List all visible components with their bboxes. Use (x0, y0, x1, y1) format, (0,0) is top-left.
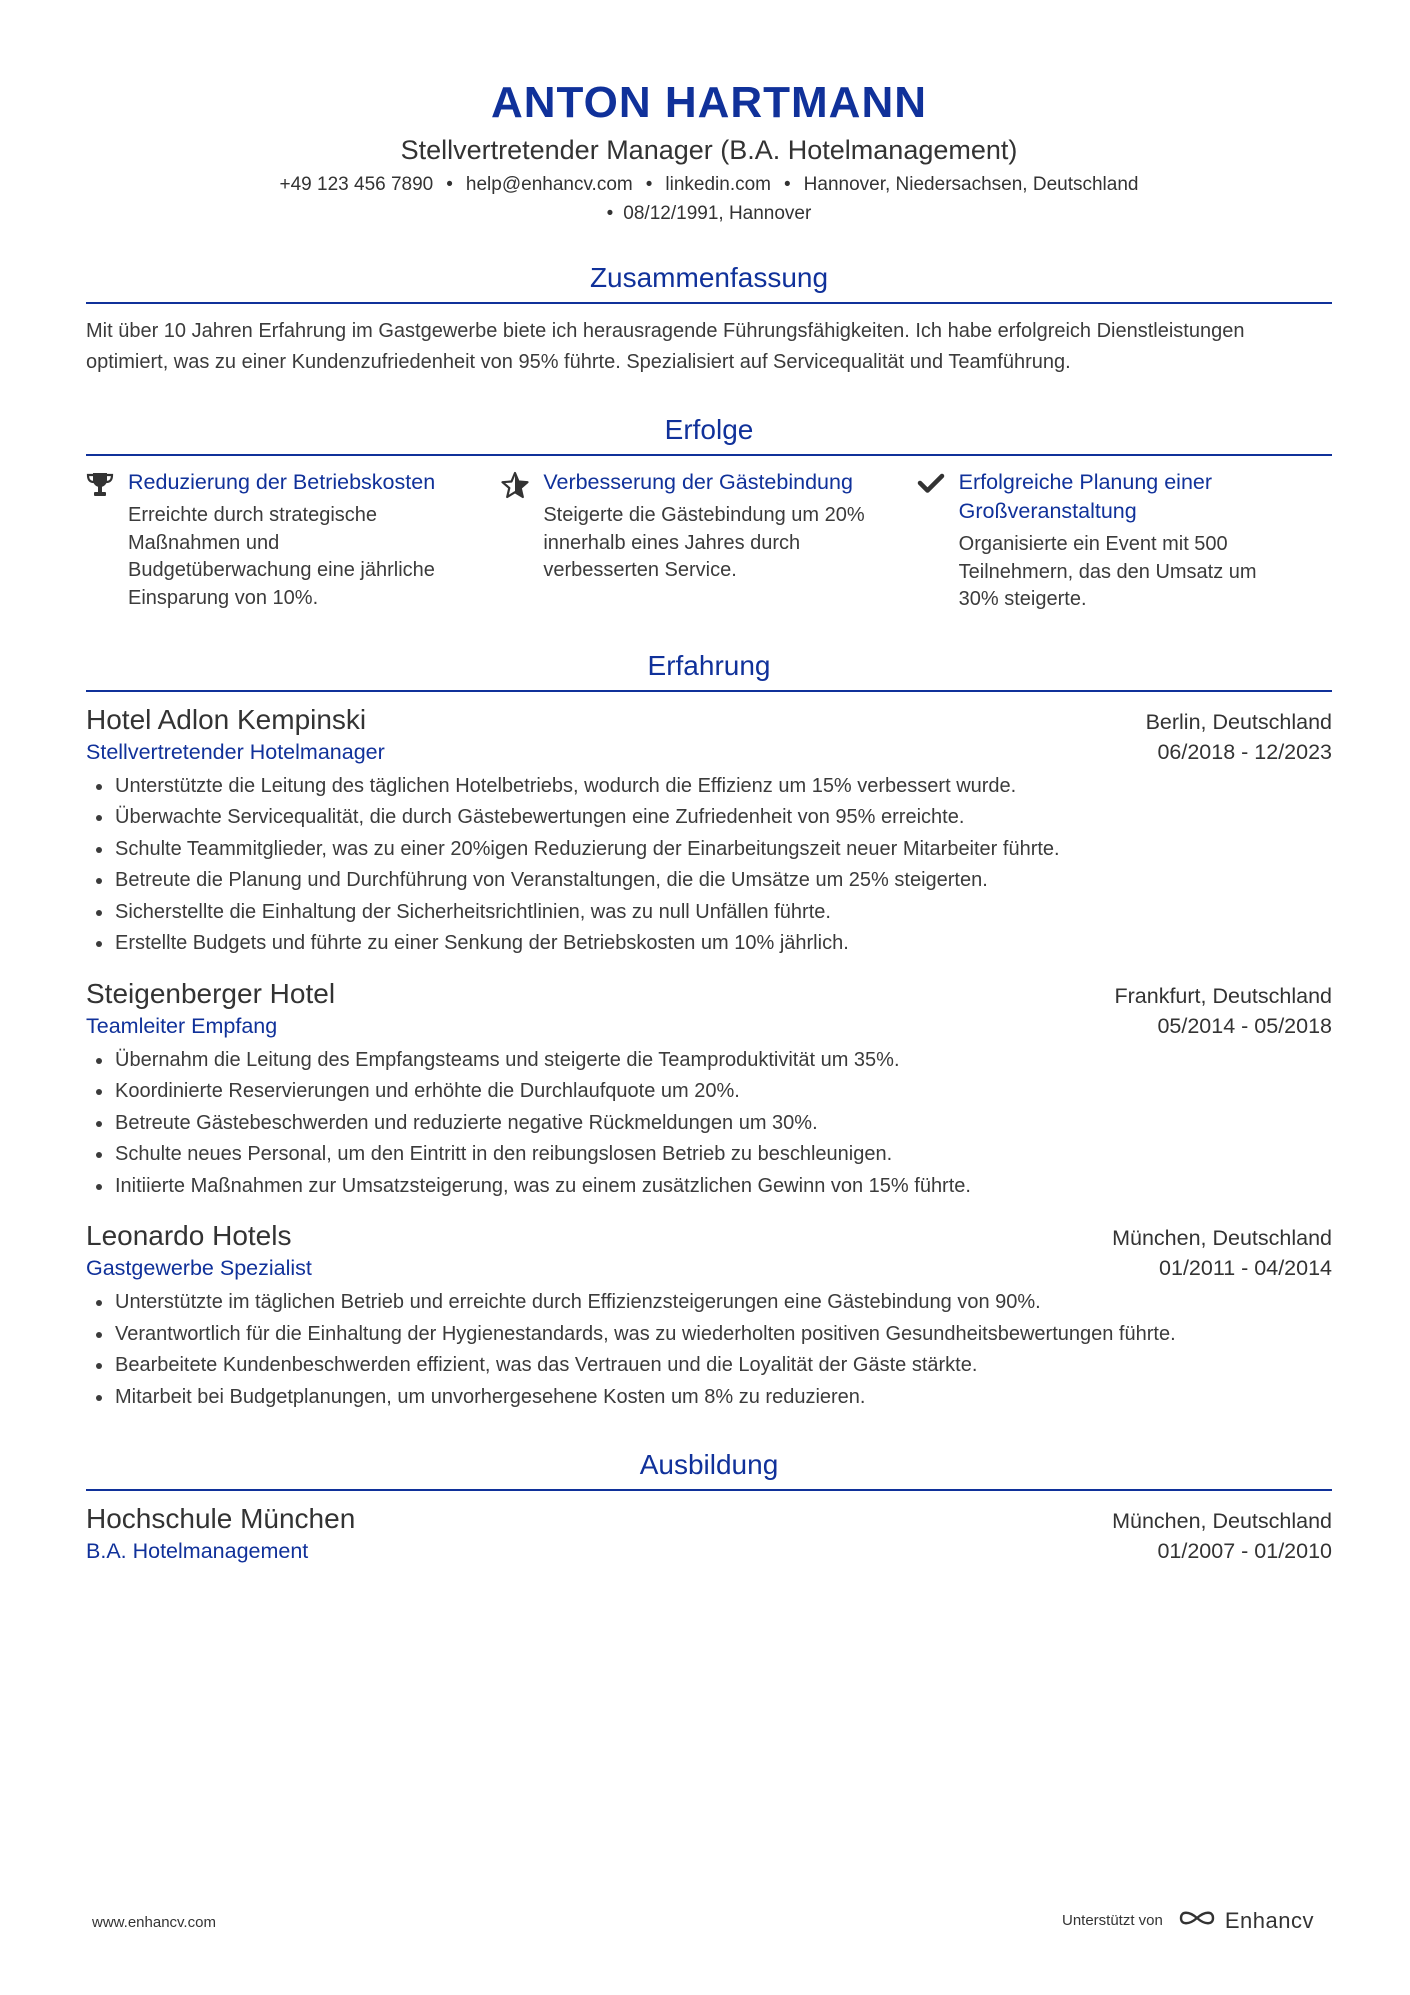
list-item: Unterstützte die Leitung des täglichen Hotelbetriebs, wodurch die Effizienz um 15% verbessert wurde. (86, 771, 1332, 803)
list-item: Schulte neues Personal, um den Eintritt in den reibungslosen Betrieb zu beschleunigen. (86, 1139, 1332, 1171)
list-item: Schulte Teammitglieder, was zu einer 20%igen Reduzierung der Einarbeitungszeit neuer Mitarbeiter führte. (86, 834, 1332, 866)
list-item: Unterstützte im täglichen Betrieb und erreichte durch Effizienzsteigerungen eine Gästebindung von 90%. (86, 1287, 1332, 1319)
job-location: Berlin, Deutschland (1145, 709, 1332, 734)
list-item: Initiierte Maßnahmen zur Umsatzsteigerung, was zu einem zusätzlichen Gewinn von 15% führte. (86, 1171, 1332, 1203)
linkedin-link[interactable]: linkedin.com (665, 174, 771, 195)
job-role: Gastgewerbe Spezialist (86, 1256, 312, 1280)
resume-header (86, 78, 1332, 228)
separator: • (784, 174, 791, 195)
list-item: Koordinierte Reservierungen und erhöhte die Durchlaufquote um 20%. (86, 1076, 1332, 1108)
job-period: 05/2014 - 05/2018 (1157, 1013, 1332, 1038)
achievement-item (501, 468, 916, 614)
summary-section (86, 262, 1332, 378)
job-period: 01/2011 - 04/2014 (1159, 1256, 1332, 1280)
email-link[interactable]: help@enhancv.com (465, 174, 633, 195)
company-name: Steigenberger Hotel (86, 977, 336, 1009)
company-name: Leonardo Hotels (86, 1220, 292, 1251)
job-period: 06/2018 - 12/2023 (1157, 739, 1332, 764)
achievement-description: Erreichte durch strategische Maßnahmen und Budgetüberwachung eine jährliche Einsparung von 10%. (128, 504, 435, 609)
list-item: Betreute die Planung und Durchführung von Veranstaltungen, die die Umsätze um 25% steigerten. (86, 865, 1332, 897)
enhancv-logo-icon (1175, 1906, 1219, 1935)
achievement-item (86, 468, 501, 614)
education-section (86, 1449, 1332, 1564)
list-item: Betreute Gästebeschwerden und reduzierte negative Rückmeldungen um 30%. (86, 1108, 1332, 1140)
list-item: Bearbeitete Kundenbeschwerden effizient, was das Vertrauen und die Loyalität der Gäste stärkte. (86, 1350, 1332, 1382)
section-title-education: Ausbildung (86, 1449, 1332, 1491)
footer-website-link[interactable]: www.enhancv.com (92, 1914, 216, 1931)
footer-branding (1062, 1906, 1314, 1935)
education-entry (86, 1501, 1332, 1564)
separator: • (645, 174, 653, 195)
candidate-title: Stellvertretender Manager (B.A. Hotelmanagement) (400, 135, 1018, 165)
separator: • (446, 174, 453, 195)
separator: • (606, 203, 614, 224)
achievement-title: Erfolgreiche Planung einer Großveranstaltung (958, 470, 1213, 523)
job-bullets (86, 1045, 1332, 1203)
achievement-title: Verbesserung der Gästebindung (543, 470, 853, 494)
achievements-list (86, 468, 1332, 614)
birth-line (86, 199, 1332, 228)
powered-by-label: Unterstützt von (1061, 1912, 1163, 1929)
check-icon (917, 468, 959, 614)
brand-name: Enhancv (1224, 1907, 1314, 1933)
job-location: Frankfurt, Deutschland (1114, 983, 1332, 1008)
section-title-experience: Erfahrung (86, 650, 1332, 692)
school-location: München, Deutschland (1112, 1509, 1332, 1533)
job-role: Teamleiter Empfang (86, 1013, 278, 1038)
resume-page (86, 0, 1332, 1564)
candidate-name: ANTON HARTMANN (490, 78, 928, 127)
trophy-icon (86, 468, 128, 614)
star-icon (501, 468, 543, 614)
list-item: Erstellte Budgets und führte zu einer Senkung der Betriebskosten um 10% jährlich. (86, 928, 1332, 960)
experience-entry (86, 1218, 1332, 1413)
degree: B.A. Hotelmanagement (86, 1539, 309, 1563)
education-period: 01/2007 - 01/2010 (1157, 1539, 1332, 1563)
job-location: München, Deutschland (1112, 1226, 1332, 1250)
company-name: Hotel Adlon Kempinski (86, 703, 367, 735)
school-name: Hochschule München (86, 1503, 356, 1534)
achievement-item (917, 468, 1332, 614)
experience-section (86, 650, 1332, 1414)
achievement-title: Reduzierung der Betriebskosten (128, 470, 436, 494)
job-role: Stellvertretender Hotelmanager (86, 739, 385, 764)
experience-entry (86, 702, 1332, 960)
list-item: Verantwortlich für die Einhaltung der Hygienestandards, was zu wiederholten positiven Gesundheitsbewertungen führte. (86, 1319, 1332, 1351)
list-item: Mitarbeit bei Budgetplanungen, um unvorhergesehene Kosten um 8% zu reduzieren. (86, 1382, 1332, 1414)
phone: +49 123 456 7890 (279, 174, 434, 195)
list-item: Übernahm die Leitung des Empfangsteams und steigerte die Teamproduktivität um 35%. (86, 1045, 1332, 1077)
summary-text: Mit über 10 Jahren Erfahrung im Gastgewerbe biete ich herausragende Führungsfähigkeiten. Ich habe erfolgreich Dienstleistungen optimiert, was zu einer Kundenzufriedenheit von 95% führte. Spezialisiert auf Servicequalität und Teamführung. (86, 320, 1245, 373)
achievement-description: Organisierte ein Event mit 500 Teilnehmern, das den Umsatz um 30% steigerte. (958, 533, 1257, 610)
job-bullets (86, 1287, 1332, 1413)
contact-line (86, 170, 1332, 199)
section-title-summary: Zusammenfassung (86, 262, 1332, 304)
location: Hannover, Niedersachsen, Deutschland (803, 174, 1139, 195)
experience-entry (86, 976, 1332, 1203)
job-bullets (86, 771, 1332, 960)
achievements-section (86, 414, 1332, 614)
list-item: Sicherstellte die Einhaltung der Sicherheitsrichtlinien, was zu null Unfällen führte. (86, 897, 1332, 929)
list-item: Überwachte Servicequalität, die durch Gästebewertungen eine Zufriedenheit von 95% erreichte. (86, 802, 1332, 834)
section-title-achievements: Erfolge (86, 414, 1332, 456)
achievement-description: Steigerte die Gästebindung um 20% innerhalb eines Jahres durch verbesserten Service. (543, 504, 865, 581)
birth-info: 08/12/1991, Hannover (623, 203, 812, 224)
